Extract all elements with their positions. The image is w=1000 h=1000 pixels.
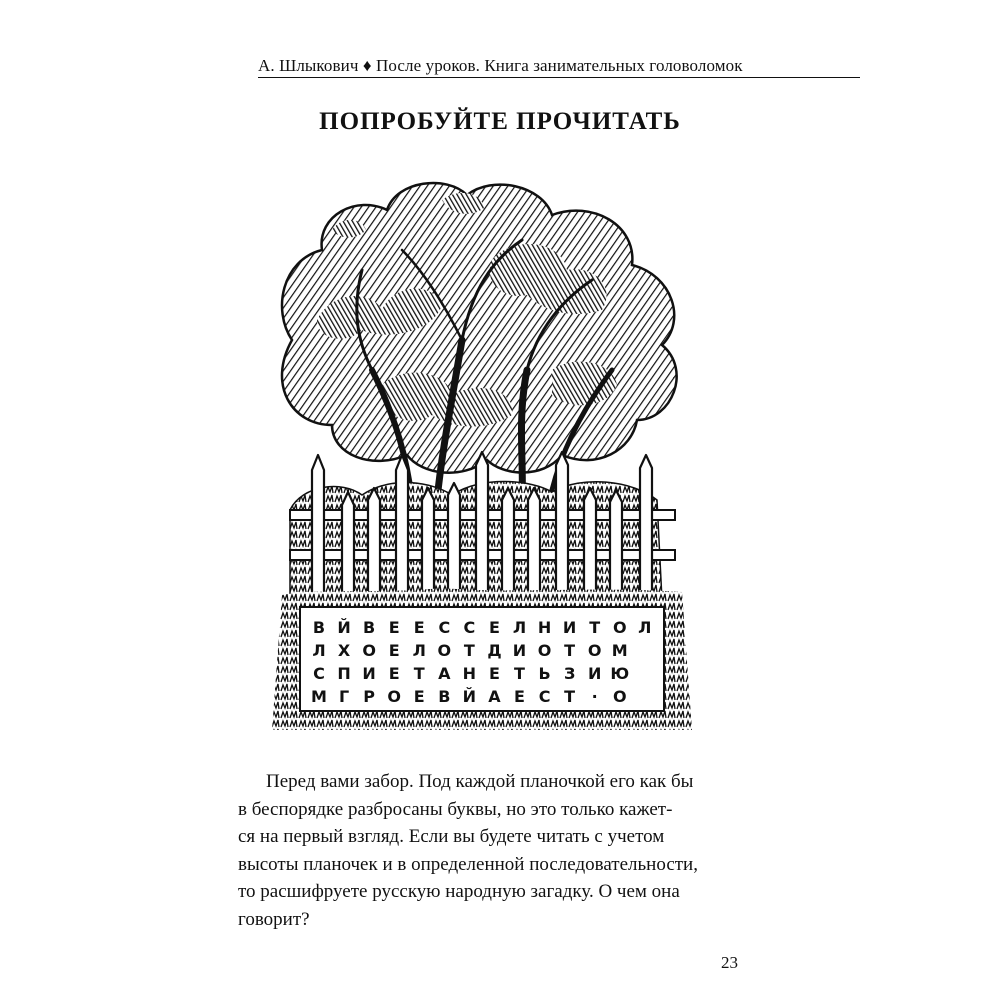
letter-cell: Н [462,663,477,683]
letter-cell: Е [514,686,525,706]
letter-cell: Е [413,686,425,706]
letter-cell: И [512,640,527,660]
letter-cell: Е [388,640,400,660]
letter-cell: Т [589,617,601,637]
letter-cell: Т [564,640,576,660]
body-line: высоты планочек и в определенной последовательности, [238,853,698,875]
letter-cell: П [337,663,351,683]
letter-cell: М [611,640,628,660]
letter-cell: Л [312,640,326,660]
letter-cell: Л [512,617,527,637]
letter-row [309,639,655,661]
letter-cell: В [363,617,376,637]
letter-cell: И [562,617,577,637]
letter-cell: Т [413,663,425,683]
letter-cell: Т [463,640,475,660]
letter-cell: А [438,663,451,683]
page-title: ПОПРОБУЙТЕ ПРОЧИТАТЬ [319,108,681,135]
letter-cell: А [488,686,501,706]
letter-cell: С [313,663,325,683]
letter-cell: Г [338,686,350,706]
letter-cell: О [387,686,401,706]
letter-cell: Ь [538,663,551,683]
letter-cell: Й [462,686,477,706]
letter-row [309,662,655,684]
letter-cell: О [537,640,552,660]
body-line: то расшифруете русскую народную загадку. О чем она [238,881,680,903]
letter-row [309,616,655,638]
letter-cell: Х [337,640,351,660]
letter-cell: Л [638,617,652,637]
letter-cell: О [612,686,627,706]
body-line: ся на первый взгляд. Если вы будете читать с учетом [238,826,665,848]
letter-cell: Е [388,617,400,637]
body-line: в беспорядке разбросаны буквы, но это только кажет- [238,798,673,820]
letter-cell: С [463,617,476,637]
letter-cell: В [438,686,451,706]
body-line: Перед вами забор. Под каждой планочкой его как бы [266,771,694,792]
letter-cell: Е [488,663,500,683]
page-number: 23 [721,953,738,972]
letter-cell: Е [488,617,500,637]
puzzle-description [238,768,758,934]
letter-cell: Р [363,686,375,706]
letter-cell: И [362,663,376,683]
header-rule [258,77,860,78]
letter-cell: В [312,617,326,637]
letter-cell: О [437,640,452,660]
letter-cell: О [587,640,602,660]
letter-cell: Л [412,640,426,660]
body-line: говорит? [238,908,310,930]
letter-cell: Й [337,617,351,637]
letter-cell: О [612,617,627,637]
letter-cell: Т [564,686,576,706]
letter-board [299,606,665,712]
letter-cell: Е [388,663,400,683]
letter-cell: С [538,686,551,706]
letter-cell: Т [514,663,525,683]
letter-cell: О [362,640,376,660]
letter-row [309,685,655,707]
running-head: А. Шлыкович ♦ После уроков. Книга занимательных головоломок [258,56,743,75]
letter-cell: С [438,617,451,637]
letter-cell: И [587,663,602,683]
letter-cell: Ю [610,663,630,683]
letter-cell: · [591,686,598,706]
letter-cell: З [563,663,576,683]
letter-cell: Д [487,640,502,660]
letter-cell: М [311,686,327,706]
letter-cell: Е [413,617,425,637]
letter-cell: Н [537,617,552,637]
tree-canopy [282,183,677,473]
